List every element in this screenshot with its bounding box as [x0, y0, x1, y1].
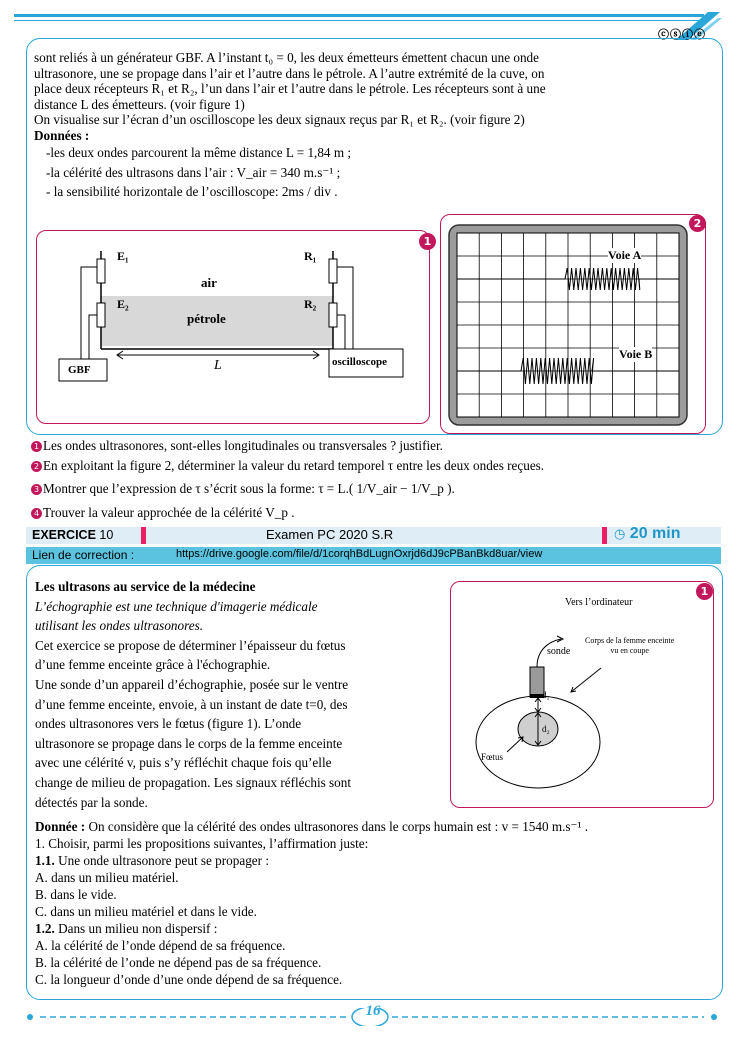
option: C. dans un milieu matériel et dans le vide. — [35, 904, 257, 919]
question-text: Montrer que l’expression de τ s’écrit sous la forme: τ = L.( 1/V_air − 1/V_p ). — [43, 481, 455, 496]
intro-line: On visualise sur l’écran d’un oscilloscope les deux signaux reçus par R₁ et R₂. (voir figure 2) — [34, 112, 525, 127]
ex10-italic: utilisant les ondes ultrasonores. — [35, 618, 204, 634]
intro-line: ultrasonore, une se propage dans l’air et l’autre dans le pétrole. A l’autre extrémité de la cuve, on — [34, 65, 545, 81]
donnee-text: On considère que la célérité des ondes ultrasonores dans le corps humain est : v = 1540 m.s⁻¹ . — [88, 819, 589, 834]
correction-link[interactable]: https://drive.google.com/file/d/1corqhBdLugnOxrjd6dJ9cPBanBkd8uar/view — [176, 548, 543, 560]
figure-badge: 1 — [419, 233, 436, 250]
label-e2: E₂ — [117, 297, 129, 311]
question-text: Trouver la valeur approchée de la célérité V_p . — [43, 504, 295, 520]
ex10-line: ondes ultrasonores vers le fœtus (figure 1). L’onde — [35, 716, 302, 732]
question-text: Les ondes ultrasonores, sont-elles longitudinales ou transversales ? justifier. — [43, 438, 443, 453]
ex10-questions — [35, 818, 710, 988]
clock-icon: ◷ — [614, 526, 626, 541]
label-gbf: GBF — [68, 364, 91, 376]
oscilloscope-screen — [441, 215, 705, 433]
label-air: air — [201, 275, 217, 290]
page-number: 16 — [365, 1003, 381, 1019]
donnee-line — [35, 818, 710, 835]
time-badge — [614, 525, 680, 543]
question-3 — [31, 481, 706, 497]
tank-diagram — [37, 231, 429, 423]
q12 — [35, 920, 710, 937]
exercise-accent — [141, 527, 146, 544]
donnee-item: -les deux ondes parcourent la même distance L = 1,84 m ; — [46, 145, 352, 160]
ex10-italic: L’échographie est une technique d'imagerie médicale — [35, 598, 318, 614]
echography-diagram — [451, 582, 713, 807]
ex10-title: Les ultrasons au service de la médecine — [35, 579, 256, 594]
question-2 — [31, 458, 706, 474]
header-rule-thin — [14, 20, 704, 21]
question-number: 3 — [31, 484, 42, 495]
label-corps — [585, 636, 674, 656]
exercise-header — [26, 527, 721, 544]
intro-line: sont reliés à un générateur GBF. A l’instant t₀ = 0, les deux émetteurs émettent chacun une onde — [34, 50, 540, 65]
label-vers-ordinateur: Vers l’ordinateur — [565, 597, 633, 608]
ex10-line: Cet exercice se propose de déterminer l’épaisseur du fœtus — [35, 637, 346, 653]
label-r1: R₁ — [304, 249, 317, 263]
option: B. la célérité de l’onde ne dépend pas de sa fréquence. — [35, 955, 322, 970]
intro-line: distance L des émetteurs. (voir figure 1) — [34, 96, 245, 112]
option: B. dans le vide. — [35, 887, 117, 902]
q1: 1. Choisir, parmi les propositions suivantes, l’affirmation juste: — [35, 836, 369, 851]
donnees-title: Données : — [34, 127, 90, 143]
ex10-line: d’une femme enceinte grâce à l'échographie. — [35, 657, 271, 673]
label-r2: R₂ — [304, 297, 317, 311]
q11-num: 1.1. — [35, 853, 55, 868]
question-number: 2 — [31, 461, 42, 472]
intro-block — [34, 50, 709, 200]
donnee-item: -la célérité des ultrasons dans l’air : V_air = 340 m.s⁻¹ ; — [46, 164, 341, 180]
figure-2-oscilloscope — [440, 214, 706, 434]
option: A. la célérité de l’onde dépend de sa fréquence. — [35, 938, 286, 953]
exam-label: Examen PC 2020 S.R — [266, 527, 394, 542]
exercise-number: 10 — [99, 528, 114, 542]
emitter-e2 — [97, 303, 105, 327]
donnee-item: - la sensibilité horizontale de l’oscilloscope: 2ms / div . — [46, 184, 338, 199]
correction-bar — [26, 547, 721, 564]
label-voie-a: Voie A — [608, 248, 642, 262]
emitter-e1 — [97, 259, 105, 283]
ex10-line: d’une femme enceinte, envoie, à un instant de date t=0, des — [35, 696, 348, 712]
wire-e2 — [89, 315, 97, 359]
receiver-r2 — [329, 303, 337, 327]
label-corps-line: Corps de la femme enceinte — [585, 636, 675, 645]
ex10-line: avec une célérité v, puis s’y réfléchit chaque fois qu’elle — [35, 755, 332, 771]
figure-echography — [450, 581, 714, 808]
license-badge: ⓒⓢⓘⓔ — [658, 28, 706, 41]
receiver-r1 — [329, 259, 337, 283]
label-sonde: sonde — [547, 646, 571, 657]
label-oscilloscope: oscilloscope — [332, 356, 387, 368]
label-voie-b: Voie B — [619, 347, 653, 361]
correction-label: Lien de correction : — [32, 548, 135, 562]
intro-line: place deux récepteurs R₁ et R₂, l’un dans l’air et l’autre dans le pétrole. Les récepteurs sont à une — [34, 81, 546, 96]
q11-text: Une onde ultrasonore peut se propager : — [58, 853, 270, 868]
label-distance: L — [214, 358, 222, 373]
donnee-label: Donnée : — [35, 819, 86, 834]
exercise-label — [32, 528, 113, 542]
label-d1: d₁ — [542, 690, 550, 700]
ex10-line: ultrasonore se propage dans le corps de la femme enceinte — [35, 735, 343, 751]
figure-1-tank — [36, 230, 430, 424]
question-number: 1 — [31, 441, 42, 452]
time-accent — [602, 527, 607, 544]
q11 — [35, 852, 710, 869]
question-number: 4 — [31, 508, 42, 519]
q12-num: 1.2. — [35, 921, 55, 936]
wire-r2 — [337, 315, 345, 349]
option: A. dans un milieu matériel. — [35, 870, 179, 885]
label-corps-line: vu en coupe — [610, 646, 649, 655]
label-d2: d₂ — [542, 724, 550, 734]
figure-badge: 2 — [689, 215, 706, 232]
ex10-line: Une sonde d’un appareil d’échographie, posée sur le ventre — [35, 676, 349, 692]
figure-badge: 1 — [696, 583, 713, 600]
time-value: 20 min — [629, 525, 681, 542]
questions-block — [31, 438, 706, 520]
exercise-word: EXERCICE — [32, 528, 96, 542]
label-foetus: Fœtus — [481, 752, 504, 762]
ex10-line: détectés par la sonde. — [35, 794, 148, 810]
header-rule — [14, 14, 704, 17]
option: C. la longueur d’onde d’une onde dépend de sa fréquence. — [35, 972, 343, 987]
question-text: En exploitant la figure 2, déterminer la valeur du retard temporel τ entre les deux ondes reçues. — [43, 457, 545, 473]
ex10-line: change de milieu de propagation. Les signaux réfléchis sont — [35, 774, 352, 790]
q12-text: Dans un milieu non dispersif : — [58, 921, 218, 936]
question-1 — [31, 438, 706, 454]
label-petrole: pétrole — [187, 311, 226, 326]
question-4 — [31, 505, 706, 521]
label-e1: E₁ — [117, 249, 129, 263]
